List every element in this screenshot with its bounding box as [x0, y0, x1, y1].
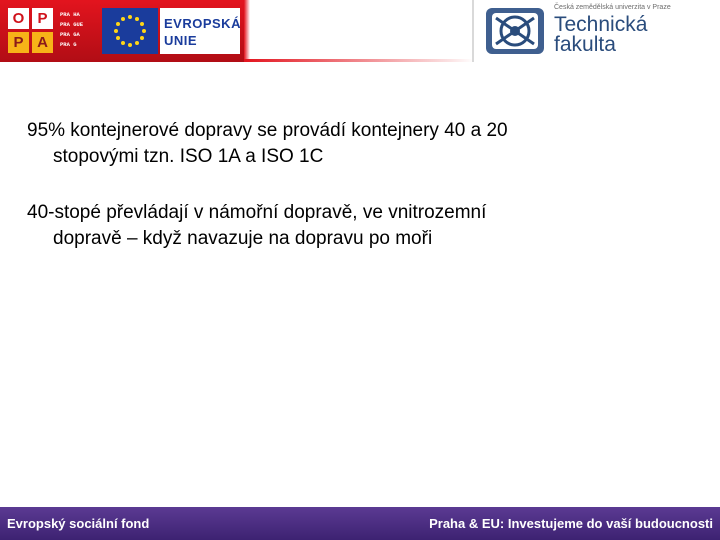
eu-label-line2: UNIE [164, 33, 198, 48]
praha-grid-row: PRA HA [60, 11, 80, 18]
university-name: Česká zemědělská univerzita v Praze [554, 4, 671, 11]
oppa-letter-o: O [8, 8, 29, 29]
bullet-paragraph-1 [27, 118, 687, 170]
praha-logo-grid [60, 10, 98, 52]
faculty-emblem-icon [484, 4, 546, 58]
paragraph-1-line-1: 95% kontejnerové dopravy se provádí kontejnery 40 a 20 [27, 120, 508, 141]
faculty-logo [472, 0, 720, 62]
oppa-letter-p2: P [8, 32, 29, 53]
slide-body [27, 118, 687, 282]
paragraph-2-line-2: dopravě – když navazuje na dopravu po moři [53, 228, 433, 249]
eu-label [160, 8, 240, 54]
bullet-paragraph-2 [27, 200, 687, 252]
praha-grid-row: PRA G [60, 41, 77, 48]
praha-grid-row: PRA GA [60, 31, 80, 38]
faculty-name-line2: fakulta [554, 33, 616, 56]
paragraph-1-line-2: stopovými tzn. ISO 1A a ISO 1C [53, 146, 324, 167]
eu-label-line1: EVROPSKÁ [164, 16, 241, 31]
footer-left-text: Evropský sociální fond [7, 516, 150, 531]
faculty-name-line1: Technická [554, 13, 648, 36]
paragraph-2-line-1: 40-stopé převládají v námořní dopravě, ve vnitrozemní [27, 202, 487, 223]
slide-header [0, 0, 720, 66]
oppa-banner [0, 0, 244, 62]
header-accent-line [244, 59, 474, 62]
oppa-logo [8, 8, 56, 54]
eu-flag-icon [102, 8, 158, 54]
footer-right-text: Praha & EU: Investujeme do vaší budoucnosti [429, 516, 713, 531]
oppa-letter-p1: P [32, 8, 53, 29]
oppa-letter-a: A [32, 32, 53, 53]
slide-footer [0, 507, 720, 540]
praha-grid-row: PRA GUE [60, 21, 84, 28]
